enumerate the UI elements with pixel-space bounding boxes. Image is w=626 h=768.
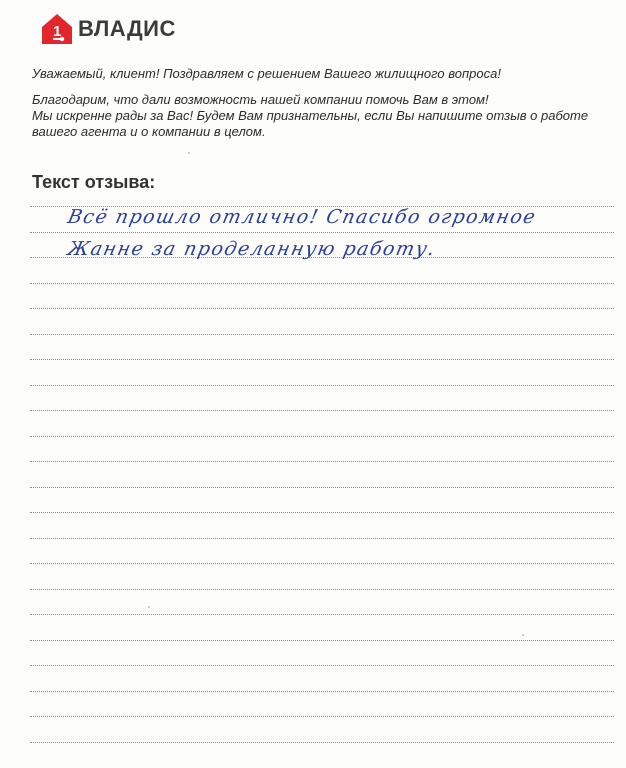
scan-speck: [188, 152, 190, 154]
intro-greeting: Уважаемый, клиент! Поздравляем с решением Вашего жилищного вопроса!: [32, 66, 501, 81]
writing-line: [30, 538, 614, 539]
writing-line: [30, 716, 614, 717]
writing-line: [30, 385, 614, 386]
writing-line: [30, 359, 614, 360]
brand-name: ВЛАДИС: [78, 16, 176, 41]
logo-digit: 1: [53, 23, 62, 40]
writing-line: [30, 487, 614, 488]
writing-line: [30, 691, 614, 692]
writing-line: [30, 665, 614, 666]
writing-line: [30, 589, 614, 590]
writing-line: [30, 563, 614, 564]
scan-speck: [148, 606, 150, 608]
scan-speck: [522, 634, 524, 636]
writing-line: [30, 410, 614, 411]
review-lined-area: [30, 206, 614, 756]
writing-line: [30, 308, 614, 309]
writing-line: [30, 512, 614, 513]
handwritten-review-line-2: Жанне за проделанную работу.: [65, 238, 439, 260]
writing-line: [30, 283, 614, 284]
intro-text: [32, 66, 612, 146]
writing-line: [30, 742, 614, 743]
intro-request: Мы искренне рады за Вас! Будем Вам признательны, если Вы напишите отзыв о работе вашего агента и о компании в целом.: [32, 108, 589, 139]
writing-line: [30, 436, 614, 437]
house-logo-icon: [40, 12, 74, 46]
writing-line: [30, 640, 614, 641]
intro-thanks: Благодарим, что дали возможность нашей компании помочь Вам в этом!: [32, 92, 489, 107]
writing-line: [30, 614, 614, 615]
handwritten-review-line-1: Всё прошло отлично! Спасибо огромное: [65, 206, 539, 228]
review-title: Текст отзыва:: [32, 172, 156, 192]
writing-line: [30, 232, 614, 233]
writing-line: [30, 334, 614, 335]
writing-line: [30, 461, 614, 462]
brand-header: [40, 12, 176, 46]
